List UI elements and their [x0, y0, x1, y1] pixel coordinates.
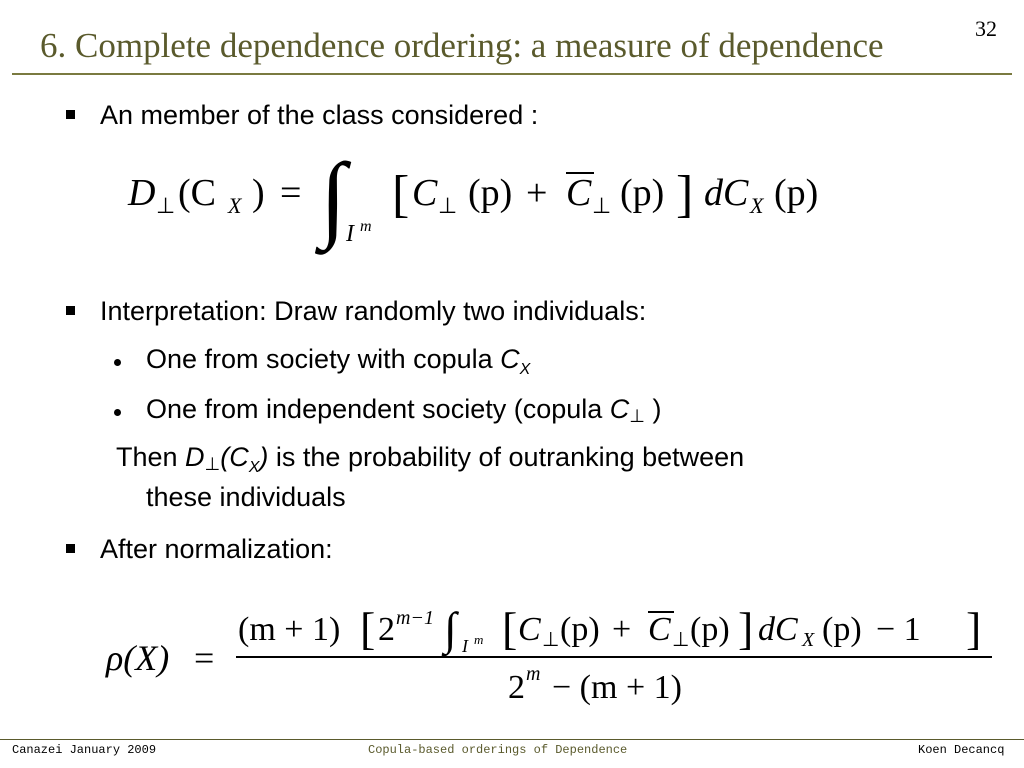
then-perp-subscript: ⊥ — [204, 454, 221, 474]
copula-c-perp-symbol: C — [609, 394, 630, 424]
formula2-num-bracket-open: [ — [360, 603, 376, 654]
formula2-den-rest: − (m + 1) — [552, 669, 682, 706]
formula1-measure-x: X — [750, 193, 764, 218]
formula1-plus: + — [526, 172, 548, 214]
then-paren-close: ) — [259, 442, 269, 472]
formula2-num-c2: C — [648, 611, 671, 648]
formula2-num-c1: C — [518, 611, 541, 648]
formula2-num-two: 2 — [378, 611, 395, 648]
formula2-num-int-sub: I — [462, 636, 468, 656]
formula2-num-measure: dC — [758, 611, 798, 648]
formula2-num-bracket-close: ] — [966, 603, 982, 654]
footer-author: Koen Decancq — [918, 743, 1005, 757]
bullet-class-considered: An member of the class considered : — [100, 100, 539, 130]
footer-presentation-title: Copula-based orderings of Dependence — [368, 743, 628, 757]
formula2-den-exp: m — [526, 663, 541, 685]
formula-d-perp — [120, 145, 880, 255]
formula1-integral-sub-m: m — [360, 218, 372, 235]
round-bullet-icon — [114, 409, 121, 416]
copula-c-symbol: C — [500, 344, 520, 374]
formula1-bracket-open: [ — [392, 166, 410, 223]
formula2-num-integral: ∫ — [444, 603, 457, 654]
sub-bullet-1-text: One from society with copula — [146, 344, 501, 374]
then-word: Then — [116, 442, 186, 472]
formula2-num-perp1: ⊥ — [542, 629, 560, 651]
perp-subscript: ⊥ — [629, 406, 645, 426]
formula1-bracket-close: ] — [676, 166, 694, 223]
formula1-integral: ∫ — [320, 143, 347, 250]
then-d-symbol: D — [185, 442, 205, 472]
formula1-measure: dC — [704, 172, 749, 214]
formula2-num-exp: m−1 — [396, 607, 434, 629]
formula1-lhs-perp: ⊥ — [156, 193, 176, 218]
slide-title: 6. Complete dependence ordering: a measure of dependence — [40, 26, 884, 65]
formula1-term2-arg: (p) — [620, 172, 665, 214]
formula2-num-measure-x: X — [802, 629, 815, 651]
formula1-lhs-close: ) — [252, 172, 265, 214]
sub-bullet-2-close: ) — [644, 394, 662, 424]
formula1-term2-perp: ⊥ — [592, 193, 612, 218]
then-paren-c: (C — [220, 442, 249, 472]
formula1-lhs-d: D — [128, 172, 156, 214]
formula1-term1-perp: ⊥ — [438, 193, 458, 218]
formula2-num-plus: + — [612, 611, 632, 648]
formula2-num-perp2: ⊥ — [672, 629, 690, 651]
title-divider — [12, 73, 1012, 75]
formula2-num-factor: (m + 1) — [238, 611, 341, 648]
slide-number: 32 — [975, 16, 997, 41]
then-statement-line-2: these individuals — [146, 482, 346, 512]
formula1-measure-arg: (p) — [774, 172, 819, 214]
formula-rho — [104, 600, 1004, 710]
formula1-term1-c: C — [412, 172, 438, 214]
formula1-lhs-c: (C — [178, 172, 216, 214]
sub-bullet-society-copula — [146, 343, 530, 380]
formula2-num-int-sub-m: m — [474, 632, 484, 647]
then-statement — [116, 441, 744, 478]
bullet-after-normalization: After normalization: — [100, 534, 333, 564]
formula2-num-minus: − 1 — [876, 611, 921, 648]
formula1-equals: = — [280, 172, 302, 214]
formula1-integral-sub-i: I — [346, 221, 354, 247]
square-bullet-icon — [66, 544, 75, 553]
formula1-term2-c: C — [566, 172, 592, 214]
copula-x-subscript: X — [519, 361, 531, 378]
sub-bullet-independent-society — [146, 393, 661, 428]
formula2-num-inner-close: ] — [738, 603, 754, 654]
square-bullet-icon — [66, 110, 75, 119]
then-rest-text: is the probability of outranking between — [268, 442, 745, 472]
footer-event: Canazei January 2009 — [12, 743, 157, 757]
formula2-num-arg2: (p) — [690, 611, 730, 648]
formula2-lhs: ρ(X) — [106, 638, 170, 678]
formula2-den-two: 2 — [508, 669, 525, 706]
formula2-num-inner-open: [ — [502, 603, 518, 654]
formula1-term1-arg: (p) — [468, 172, 513, 214]
formula2-num-arg1: (p) — [560, 611, 600, 648]
bullet-interpretation: Interpretation: Draw randomly two individuals: — [100, 296, 647, 326]
square-bullet-icon — [66, 306, 75, 315]
footer-divider — [0, 739, 1024, 740]
then-x-subscript: X — [248, 459, 260, 476]
formula1-lhs-x: X — [228, 193, 242, 218]
formula2-num-measure-arg: (p) — [822, 611, 862, 648]
round-bullet-icon — [114, 359, 121, 366]
formula2-equals: = — [194, 638, 215, 678]
sub-bullet-2-text: One from independent society (copula — [146, 394, 610, 424]
